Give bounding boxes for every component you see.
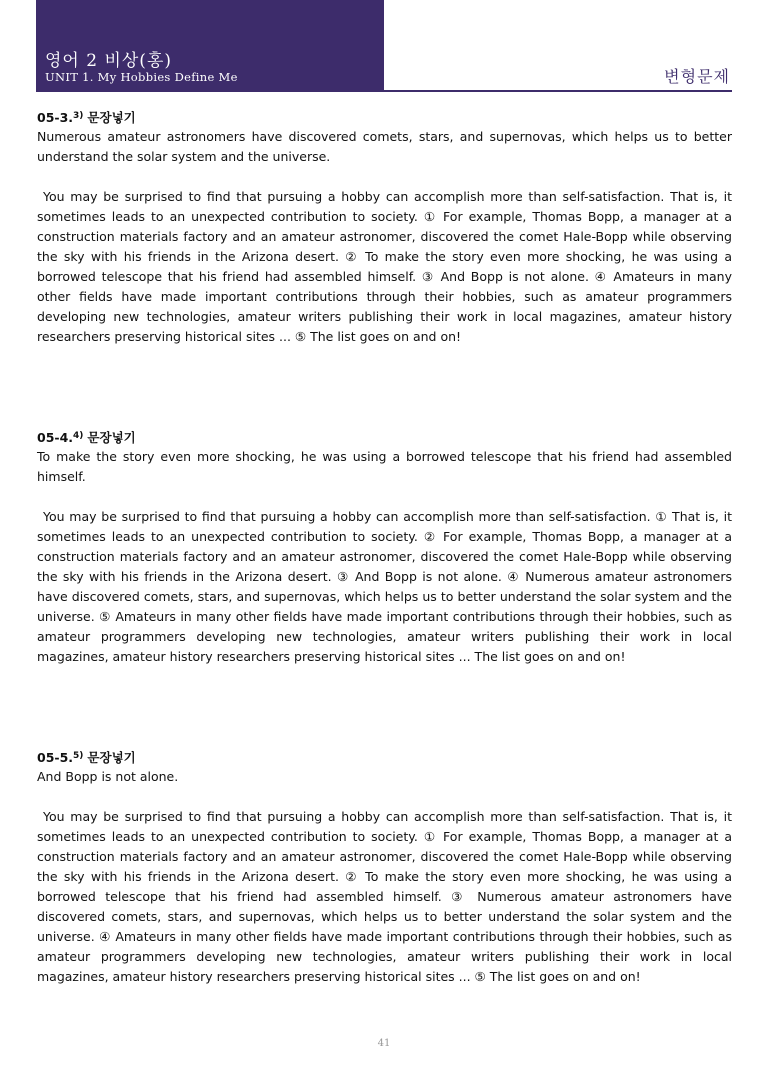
question-type: 문장넣기 [87, 430, 136, 445]
question-heading [37, 107, 732, 127]
question-05-4 [37, 427, 732, 667]
passage: You may be surprised to find that pursuing a hobby can accomplish more than self-satisfaction. That is, it sometimes leads to an unexpected contribution to society. ① For example, Thomas Bopp, a manager at a construction materials factory and an amateur astronomer, discovered the comet Hale-Bopp while observing the sky with his friends in the Arizona desert. ② To make the story even more shocking, he was using a borrowed telescope that his friend had assembled himself. ③ Numerous amateur astronomers have discovered comets, stars, and supernovas, which helps us to better understand the solar system and the universe. ④ Amateurs in many other fields have made important contributions through their hobbies, such as amateur programmers developing new technologies, amateur writers publishing their work in local magazines, amateur history researchers preserving historical sites ... ⑤ The list goes on and on! [37, 809, 732, 984]
page-number: 41 [377, 1038, 391, 1049]
question-heading [37, 747, 732, 767]
passage: You may be surprised to find that pursuing a hobby can accomplish more than self-satisfaction. That is, it sometimes leads to an unexpected contribution to society. ① For example, Thomas Bopp, a manager at a construction materials factory and an amateur astronomer, discovered the comet Hale-Bopp while observing the sky with his friends in the Arizona desert. ② To make the story even more shocking, he was using a borrowed telescope that his friend had assembled himself. ③ And Bopp is not alone. ④ Amateurs in many other fields have made important contributions through their hobbies, such as amateur programmers developing new technologies, amateur writers publishing their work in local magazines, amateur history researchers preserving historical sites ... ⑤ The list goes on and on! [37, 189, 732, 344]
question-05-5 [37, 747, 732, 987]
footnote-marker: 3) [73, 111, 84, 121]
footnote-marker: 4) [73, 431, 84, 441]
question-number: 05-5. [37, 750, 74, 765]
question-number: 05-3. [37, 110, 74, 125]
question-type: 문장넣기 [87, 110, 136, 125]
passage: You may be surprised to find that pursuing a hobby can accomplish more than self-satisfaction. ① That is, it sometimes leads to an unexpected contribution to society. ② For example, Thomas Bopp, a manager at a construction materials factory and an amateur astronomer, discovered the comet Hale-Bopp while observing the sky with his friends in the Arizona desert. ③ And Bopp is not alone. ④ Numerous amateur astronomers have discovered comets, stars, and supernovas, which helps us to better understand the solar system and the universe. ⑤ Amateurs in many other fields have made important contributions through their hobbies, such as amateur programmers developing new technologies, amateur writers publishing their work in local magazines, amateur history researchers preserving historical sites ... The list goes on and on! [37, 509, 732, 664]
question-type: 문장넣기 [87, 750, 136, 765]
given-sentence: Numerous amateur astronomers have discovered comets, stars, and supernovas, which helps us to better understand the solar system and the universe. [37, 129, 732, 164]
question-05-3 [37, 107, 732, 347]
given-sentence: To make the story even more shocking, he was using a borrowed telescope that his friend had assembled himself. [37, 449, 732, 484]
question-number: 05-4. [37, 430, 74, 445]
header-subtitle: UNIT 1. My Hobbies Define Me [45, 70, 238, 84]
footnote-marker: 5) [73, 751, 84, 761]
question-heading [37, 427, 732, 447]
given-sentence: And Bopp is not alone. [37, 769, 179, 784]
header-title: 영어 2 비상(홍) [45, 51, 172, 71]
header-right-label: 변형문제 [664, 67, 730, 86]
header-divider [36, 90, 732, 92]
